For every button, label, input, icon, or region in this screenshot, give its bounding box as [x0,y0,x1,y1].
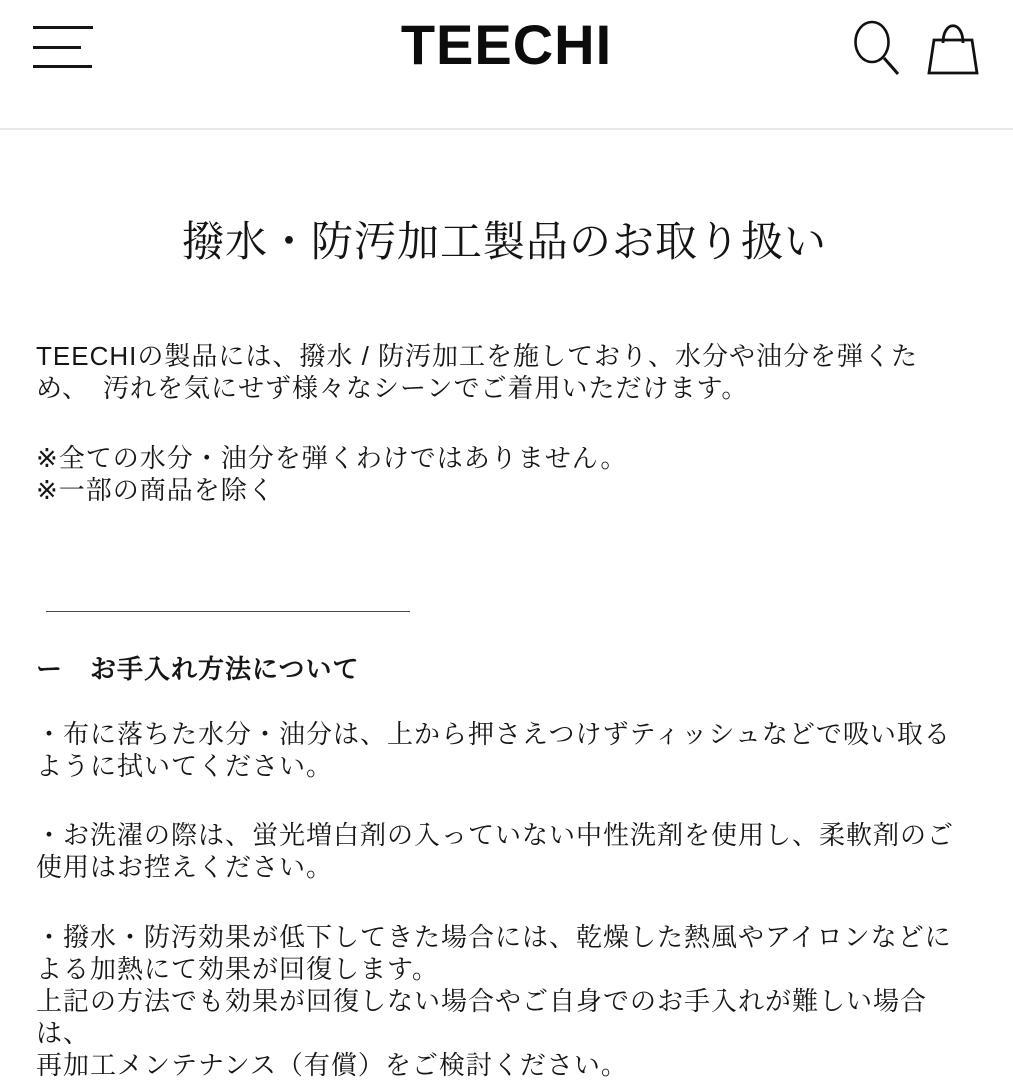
text-line: ・お洗濯の際は、蛍光増白剤の入っていない中性洗剤を使用し、柔軟剤のご [36,820,955,850]
text-line: ・布に落ちた水分・油分は、上から押さえつけずティッシュなどで吸い取る [36,719,951,749]
care-item-wash [36,819,973,883]
text-line: よる加熱にて効果が回復します。 [36,954,439,984]
shopping-bag-icon [925,14,981,76]
care-item-wipe [36,718,973,782]
text-line: は、 [36,1018,91,1048]
main-content [0,214,1013,1080]
text-line: 再加工メンテナンス（有償）をご検討ください。 [36,1050,628,1080]
hamburger-menu-button[interactable] [33,26,93,68]
hamburger-icon [33,65,92,68]
text-line: ※一部の商品を除く [36,475,275,505]
text-line: ・撥水・防汚効果が低下してきた場合には、乾燥した熱風やアイロンなどに [36,922,952,952]
page-title: 撥水・防汚加工製品のお取り扱い [181,218,827,265]
intro-paragraph [36,340,973,404]
text-line: 上記の方法でも効果が回復しない場合やご自身でのお手入れが難しい場合 [36,986,928,1016]
underscore-divider: ＿＿＿＿＿＿＿＿＿＿＿＿＿＿ [46,585,411,615]
site-header [0,0,1013,130]
search-button[interactable] [847,14,907,81]
text-line: 使用はお控えください。 [36,852,334,882]
cart-button[interactable] [925,14,981,79]
header-icons [847,14,981,81]
hamburger-icon [33,46,81,49]
text-line: め、 汚れを気にせず様々なシーンでご着用いただけます。 [36,373,749,403]
text-line: ※全ての水分・油分を弾くわけではありません。 [36,443,628,473]
search-icon [847,14,907,78]
care-section-heading: ー お手入れ方法について [36,654,360,684]
site-logo[interactable]: TEECHI [400,13,613,76]
care-item-heat-restore [36,921,973,1080]
text-line: ように拭いてください。 [36,751,334,781]
hamburger-icon [33,26,93,29]
text-line: TEECHIの製品には、撥水 / 防汚加工を施しており、水分や油分を弾くた [36,341,919,371]
notes-paragraph [36,442,973,506]
